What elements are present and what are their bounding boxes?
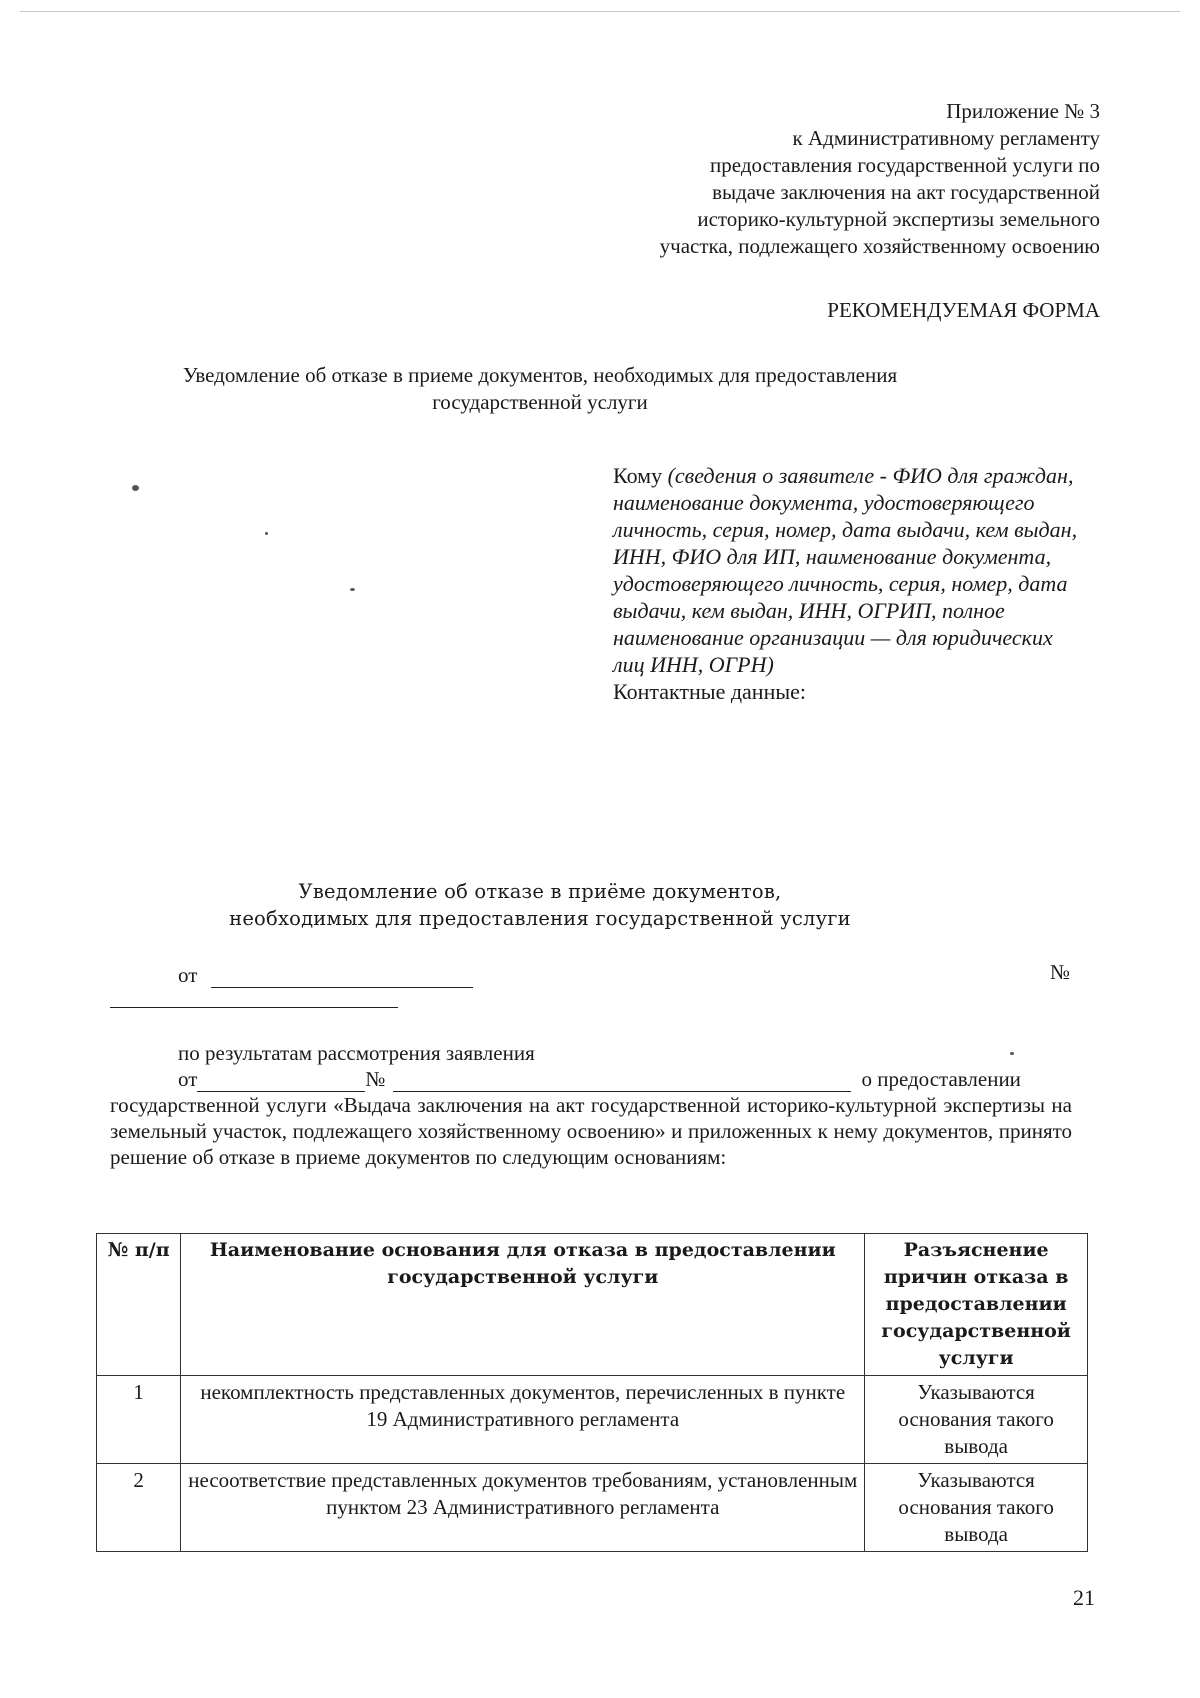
scan-speck <box>132 485 139 491</box>
date-line <box>178 963 473 988</box>
body-number-label: № <box>365 1067 386 1091</box>
scan-edge-line <box>20 11 1180 12</box>
number-label: № <box>1049 960 1070 984</box>
notice-title-line: Уведомление об отказе в приеме документов, необходимых для предоставления <box>182 363 898 387</box>
page-number: 21 <box>1073 1585 1095 1610</box>
appendix-line: историко-культурной экспертизы земельного <box>697 207 1100 231</box>
refusal-reasons-table <box>96 1233 1088 1552</box>
from-label: от <box>178 963 198 987</box>
application-number-blank <box>393 1071 851 1092</box>
table-row <box>97 1376 1088 1464</box>
row-num: 1 <box>97 1376 181 1464</box>
scan-speck <box>1010 1052 1014 1055</box>
row-explanation: Указываются основания такого вывода <box>865 1376 1088 1464</box>
application-date-blank <box>197 1071 365 1092</box>
appendix-line: Приложение № 3 <box>946 99 1100 123</box>
header-reason: Наименование основания для отказа в предоставлении государственной услуги <box>181 1234 865 1376</box>
row-reason: несоответствие представленных документов требованиям, установленным пунктом 23 Административного регламента <box>181 1464 865 1552</box>
table-row <box>97 1464 1088 1552</box>
recommended-form-label: РЕКОМЕНДУЕМАЯ ФОРМА <box>827 298 1100 322</box>
body-from-label: от <box>178 1067 198 1091</box>
notice-title-line: государственной услуги <box>432 390 648 414</box>
body-line-2-tail: о предоставлении <box>861 1067 1021 1091</box>
date-blank <box>211 967 473 988</box>
row-num: 2 <box>97 1464 181 1552</box>
scan-speck <box>265 532 268 535</box>
appendix-line: к Административному регламенту <box>792 126 1100 150</box>
appendix-line: участка, подлежащего хозяйственному освоению <box>659 234 1100 258</box>
body-text <box>110 1040 1072 1170</box>
recipient-hint: (сведения о заявителе - ФИО для граждан, наименование документа, удостоверяющего личность, серия, номер, дата выдачи, кем выдан, ИНН, ФИО для ИП, наименование документа, удостоверяющего личность, серия, номер, дата выдачи, кем выдан, ИНН, ОГРИП, полное наименование организации — для юридических лиц ИНН, ОГРН) <box>613 463 1078 677</box>
table-header-row <box>97 1234 1088 1376</box>
main-title-line: Уведомление об отказе в приёме документов, <box>298 880 782 903</box>
notice-title <box>110 362 970 416</box>
main-title <box>170 878 910 932</box>
scan-speck <box>350 588 355 591</box>
recipient-block <box>613 462 1083 705</box>
header-explanation: Разъяснение причин отказа в предоставлении государственной услуги <box>865 1234 1088 1376</box>
header-num: № п/п <box>97 1234 181 1376</box>
main-title-line: необходимых для предоставления государственной услуги <box>229 907 851 930</box>
appendix-line: предоставления государственной услуги по <box>710 153 1100 177</box>
contacts-label: Контактные данные: <box>613 679 806 704</box>
body-line-2 <box>110 1066 1072 1092</box>
body-line-1: по результатам рассмотрения заявления <box>178 1041 535 1065</box>
row-explanation: Указываются основания такого вывода <box>865 1464 1088 1552</box>
recipient-lead: Кому <box>613 463 663 488</box>
body-paragraph: государственной услуги «Выдача заключения на акт государственной историко-культурной экспертизы на земельный участок, подлежащего хозяйственному освоению» и приложенных к нему документов, принято решение об отказе в приеме документов по следующим основаниям: <box>110 1093 1072 1169</box>
row-reason: некомплектность представленных документов, перечисленных в пункте 19 Административного регламента <box>181 1376 865 1464</box>
appendix-line: выдаче заключения на акт государственной <box>712 180 1100 204</box>
appendix-header <box>500 98 1100 260</box>
number-blank <box>110 1007 398 1008</box>
